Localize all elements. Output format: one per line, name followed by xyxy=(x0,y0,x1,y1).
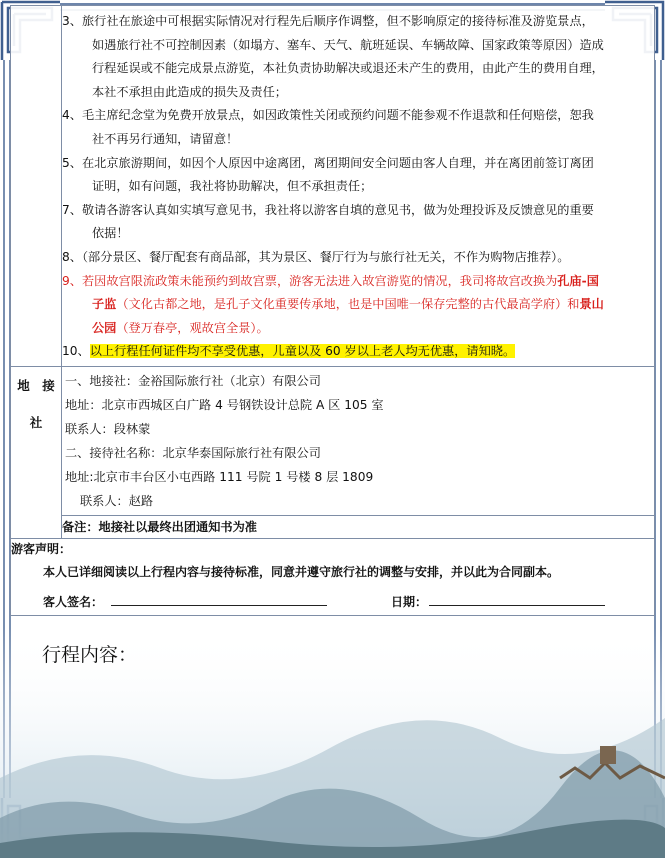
note-item-9: 9、若因故宫限流政策未能预约到故宫票，游客无法进入故宫游览的情况，我司将故宫改换为孔庙-国 xyxy=(62,273,599,288)
declaration-title: 游客声明： xyxy=(11,541,72,556)
date-label: 日期： xyxy=(391,594,428,609)
tourist-declaration xyxy=(11,538,655,615)
ground-agency-label-line2: 社 xyxy=(29,414,43,430)
ground-agency-label xyxy=(11,366,62,538)
document-body xyxy=(10,5,655,616)
terms-table xyxy=(10,5,655,616)
itinerary-section-title: 行程内容： xyxy=(42,644,138,666)
ground-agency-name: 一、地接社：金裕国际旅行社（北京）有限公司 xyxy=(65,373,321,388)
note-item-9-line2: 子监（文化古都之地，是孔子文化重要传承地，也是中国唯一保存完整的古代最高学府）和景山 xyxy=(92,297,604,312)
receiving-agency-name: 二、接待社名称：北京华泰国际旅行社有限公司 xyxy=(65,445,321,460)
note-item-8: 8、（部分景区、餐厅配套有商品部，其为景区、餐厅行为与旅行社无关，不作为购物店推荐）。 xyxy=(62,249,570,264)
note-item-3-line4: 本社不承担由此造成的损失及责任； xyxy=(92,84,287,99)
note-item-7-line2: 依据！ xyxy=(92,226,129,241)
notes-label-cell xyxy=(11,6,62,367)
date-field[interactable] xyxy=(429,591,605,606)
note-item-5-line2: 证明，如有问题，我社将协助解决，但不承担责任； xyxy=(92,179,373,194)
note-item-9-line3: 公园（登万春亭，观故宫全景）。 xyxy=(92,320,269,335)
remark-row: 备注：地接社以最终出团通知书为准 xyxy=(62,515,655,538)
receiving-agency-contact: 联系人：赵路 xyxy=(80,493,154,508)
signature-field[interactable] xyxy=(111,591,327,606)
ground-agency-info xyxy=(62,366,655,515)
receiving-agency-address: 地址:北京市丰台区小屯西路 111 号院 1 号楼 8 层 1809 xyxy=(65,469,374,484)
note-item-3-line3: 行程延误或不能完成景点游览，本社负责协助解决或退还未产生的费用，由此产生的费用自理， xyxy=(92,61,604,76)
note-item-3: 3、旅行社在旅途中可根据实际情况对行程先后顺序作调整，但不影响原定的接待标准及游览景点， xyxy=(62,14,594,28)
note-item-10: 10、以上行程任何证件均不享受优惠，儿童以及 60 岁以上老人均无优惠，请知晓。 xyxy=(62,344,516,359)
note-item-5: 5、在北京旅游期间，如因个人原因中途离团，离团期间安全问题由客人自理，并在离团前签订离团 xyxy=(62,155,594,170)
note-item-7: 7、敬请各游客认真如实填写意见书，我社将以游客自填的意见书，做为处理投诉及反馈意见的重要 xyxy=(62,202,594,217)
note-item-4-line2: 社不再另行通知，请留意！ xyxy=(92,131,239,146)
declaration-body: 本人已详细阅读以上行程内容与接待标准，同意并遵守旅行社的调整与安排，并以此为合同副本。 xyxy=(43,564,560,579)
highlighted-notice: 以上行程任何证件均不享受优惠，儿童以及 60 岁以上老人均无优惠，请知晓。 xyxy=(89,344,516,359)
notes-cell xyxy=(62,6,655,367)
signature-label: 客人签名： xyxy=(43,594,104,609)
ground-agency-label-line1: 地 接 xyxy=(17,377,55,393)
ground-agency-address: 地址：北京市西城区白广路 4 号钢铁设计总院 A 区 105 室 xyxy=(65,397,384,412)
note-item-3-line2: 如遇旅行社不可控制因素（如塌方、塞车、天气、航班延误、车辆故障、国家政策等原因）造成 xyxy=(92,37,604,52)
ground-agency-contact: 联系人：段林蒙 xyxy=(65,421,151,436)
signature-row xyxy=(11,591,654,615)
note-item-4: 4、毛主席纪念堂为免费开放景点，如因政策性关闭或预约问题不能参观不作退款和任何赔偿，恕我 xyxy=(62,108,594,123)
